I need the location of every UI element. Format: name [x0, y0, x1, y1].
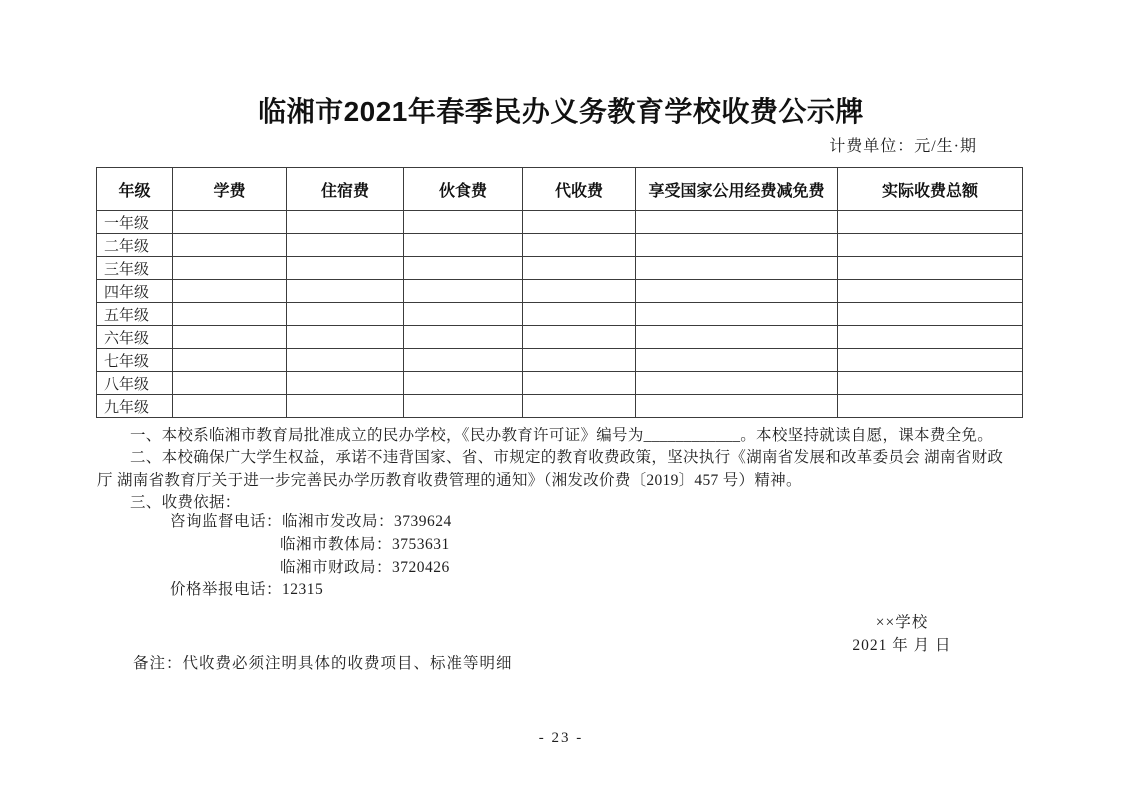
table-row [97, 349, 1023, 372]
fee-value-cell [838, 280, 1023, 303]
fee-value-cell [636, 257, 838, 280]
fee-value-cell [636, 234, 838, 257]
grade-cell: 四年级 [97, 280, 173, 303]
fee-value-cell [523, 211, 636, 234]
fee-value-cell [173, 326, 287, 349]
column-header: 住宿费 [287, 168, 404, 211]
finance-bureau-phone-line: 临湘市财政局：3720426 [280, 558, 450, 576]
fee-value-cell [838, 395, 1023, 418]
column-header: 年级 [97, 168, 173, 211]
fee-value-cell [173, 349, 287, 372]
remark-line: 备注：代收费必须注明具体的收费项目、标准等明细 [133, 655, 513, 672]
fee-value-cell [287, 326, 404, 349]
page-number: - 23 - [538, 730, 584, 746]
fee-value-cell [287, 372, 404, 395]
fee-value-cell [838, 303, 1023, 326]
fee-value-cell [287, 303, 404, 326]
column-header: 学费 [173, 168, 287, 211]
fee-value-cell [173, 395, 287, 418]
fee-value-cell [523, 326, 636, 349]
table-row [97, 257, 1023, 280]
table-row [97, 303, 1023, 326]
fee-value-cell [287, 349, 404, 372]
price-report-phone-line: 价格举报电话：12315 [170, 581, 324, 599]
fee-value-cell [173, 280, 287, 303]
grade-cell: 一年级 [97, 211, 173, 234]
fee-table-body [97, 211, 1023, 418]
table-row [97, 372, 1023, 395]
fee-value-cell [173, 303, 287, 326]
fee-value-cell [287, 234, 404, 257]
fee-value-cell [636, 211, 838, 234]
fee-value-cell [523, 395, 636, 418]
column-header: 实际收费总额 [838, 168, 1023, 211]
grade-cell: 九年级 [97, 395, 173, 418]
fee-table-header [97, 168, 1023, 211]
grade-cell: 六年级 [97, 326, 173, 349]
fee-value-cell [404, 395, 523, 418]
fee-value-cell [838, 326, 1023, 349]
fee-value-cell [636, 303, 838, 326]
fee-value-cell [287, 280, 404, 303]
column-header: 伙食费 [404, 168, 523, 211]
fee-value-cell [404, 257, 523, 280]
grade-cell: 五年级 [97, 303, 173, 326]
fee-value-cell [404, 211, 523, 234]
signature-block [802, 611, 1002, 657]
contacts-section [170, 511, 452, 602]
fee-value-cell [173, 257, 287, 280]
fee-value-cell [404, 280, 523, 303]
unit-label: 计费单位：元/生·期 [829, 138, 977, 155]
table-row [97, 326, 1023, 349]
fee-value-cell [287, 395, 404, 418]
fee-value-cell [636, 395, 838, 418]
fee-value-cell [636, 372, 838, 395]
header-row [97, 168, 1023, 211]
school-name: ××学校 [875, 614, 929, 631]
table-row [97, 234, 1023, 257]
fee-value-cell [636, 280, 838, 303]
fee-value-cell [636, 349, 838, 372]
grade-cell: 八年级 [97, 372, 173, 395]
fee-value-cell [523, 349, 636, 372]
column-header: 代收费 [523, 168, 636, 211]
table-row [97, 395, 1023, 418]
fee-value-cell [404, 326, 523, 349]
fee-value-cell [287, 257, 404, 280]
fee-value-cell [404, 372, 523, 395]
fee-value-cell [838, 234, 1023, 257]
note-3: 三、收费依据： [130, 494, 241, 512]
fee-value-cell [838, 372, 1023, 395]
fee-value-cell [523, 372, 636, 395]
signature-date: 2021 年 月 日 [852, 637, 952, 654]
fee-value-cell [173, 211, 287, 234]
column-header: 享受国家公用经费减免费 [636, 168, 838, 211]
fee-value-cell [838, 349, 1023, 372]
page-title: 临湘市2021年春季民办义务教育学校收费公示牌 [258, 96, 864, 127]
fee-value-cell [523, 303, 636, 326]
fee-value-cell [523, 257, 636, 280]
notes-section [97, 425, 1027, 515]
education-bureau-phone-line: 临湘市教体局：3753631 [280, 535, 450, 553]
fee-value-cell [404, 349, 523, 372]
supervision-phone-line: 咨询监督电话：临湘市发改局：3739624 [170, 513, 452, 530]
fee-value-cell [287, 211, 404, 234]
table-row [97, 280, 1023, 303]
fee-value-cell [838, 257, 1023, 280]
table-row [97, 211, 1023, 234]
fee-value-cell [173, 372, 287, 395]
note-2-line-1: 二、本校确保广大学生权益，承诺不违背国家、省、市规定的教育收费政策，坚决执行《湖南省发展和改革委员会 湖南省财政 [130, 449, 1004, 467]
grade-cell: 七年级 [97, 349, 173, 372]
note-2-line-2: 厅 湖南省教育厅关于进一步完善民办学历教育收费管理的通知》（湘发改价费〔2019〕457 号）精神。 [97, 471, 802, 489]
fee-table [96, 167, 1023, 418]
fee-value-cell [173, 234, 287, 257]
grade-cell: 三年级 [97, 257, 173, 280]
fee-value-cell [523, 280, 636, 303]
fee-value-cell [404, 303, 523, 326]
grade-cell: 二年级 [97, 234, 173, 257]
fee-value-cell [404, 234, 523, 257]
fee-value-cell [838, 211, 1023, 234]
note-1: 一、本校系临湘市教育局批准成立的民办学校，《民办教育许可证》编号为____________。本校坚持就读自愿，课本费全免。 [130, 427, 994, 444]
fee-value-cell [636, 326, 838, 349]
fee-value-cell [523, 234, 636, 257]
